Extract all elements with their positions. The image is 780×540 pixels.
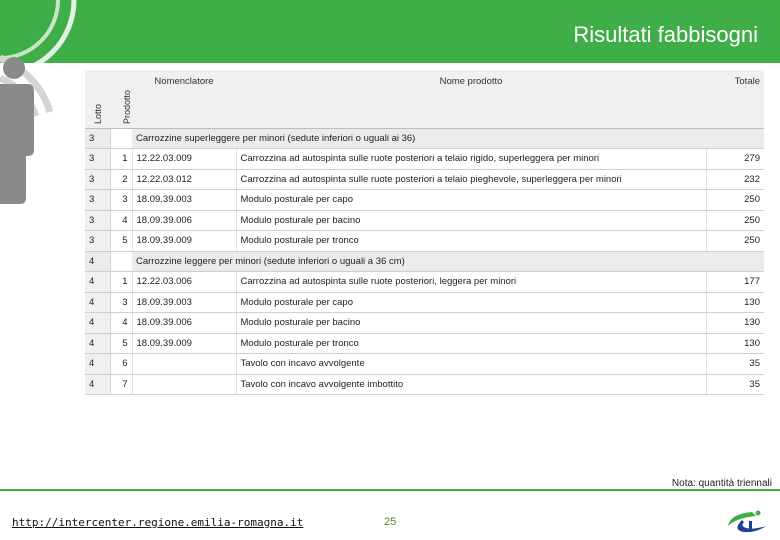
cell-nomenclatore: 12.22.03.009 xyxy=(132,149,236,170)
cell-totale: 232 xyxy=(706,169,764,190)
column-header-nome-prodotto: Nome prodotto xyxy=(236,70,706,128)
table-row xyxy=(85,354,764,375)
column-header-prodotto: Prodotto xyxy=(110,70,132,128)
intercenter-link[interactable]: http://intercenter.regione.emilia-romagna.it xyxy=(12,516,304,529)
cell-lotto: 4 xyxy=(85,313,110,334)
cell-nomenclatore: 18.09.39.006 xyxy=(132,210,236,231)
cell-prodotto: 6 xyxy=(110,354,132,375)
page-title: Risultati fabbisogni xyxy=(573,22,758,47)
table-row xyxy=(85,272,764,293)
cell-nome-prodotto: Modulo posturale per bacino xyxy=(236,313,706,334)
cell-prodotto: 1 xyxy=(110,149,132,170)
cell-totale: 250 xyxy=(706,210,764,231)
table-row xyxy=(85,149,764,170)
cell-nomenclatore xyxy=(132,374,236,395)
column-header-lotto: Lotto xyxy=(85,70,110,128)
group-lotto: 3 xyxy=(85,128,110,149)
cell-prodotto: 5 xyxy=(110,333,132,354)
column-header-nomenclatore: Nomenclatore xyxy=(132,70,236,128)
cell-lotto: 3 xyxy=(85,210,110,231)
cell-nomenclatore: 18.09.39.003 xyxy=(132,292,236,313)
table-row xyxy=(85,169,764,190)
cell-prodotto: 3 xyxy=(110,292,132,313)
cell-nomenclatore: 18.09.39.003 xyxy=(132,190,236,211)
cell-nomenclatore: 18.09.39.006 xyxy=(132,313,236,334)
cell-nome-prodotto: Carrozzina ad autospinta sulle ruote posteriori a telaio pieghevole, superleggera per minori xyxy=(236,169,706,190)
column-header-totale: Totale xyxy=(706,70,764,128)
cell-lotto: 4 xyxy=(85,354,110,375)
group-spacer xyxy=(110,128,132,149)
cell-lotto: 4 xyxy=(85,292,110,313)
cell-nomenclatore xyxy=(132,354,236,375)
cell-prodotto: 1 xyxy=(110,272,132,293)
cell-nome-prodotto: Carrozzina ad autospinta sulle ruote posteriori a telaio rigido, superleggera per minori xyxy=(236,149,706,170)
cell-lotto: 4 xyxy=(85,272,110,293)
table-row xyxy=(85,313,764,334)
cell-prodotto: 2 xyxy=(110,169,132,190)
cell-totale: 250 xyxy=(706,231,764,252)
quantity-note: Nota: quantità triennali xyxy=(671,478,772,489)
cell-totale: 177 xyxy=(706,272,764,293)
requirements-table xyxy=(85,70,764,395)
cell-nome-prodotto: Carrozzina ad autospinta sulle ruote posteriori, leggera per minori xyxy=(236,272,706,293)
cell-prodotto: 7 xyxy=(110,374,132,395)
cell-lotto: 4 xyxy=(85,333,110,354)
cell-nomenclatore: 18.09.39.009 xyxy=(132,333,236,354)
cell-prodotto: 3 xyxy=(110,190,132,211)
cell-nome-prodotto: Tavolo con incavo avvolgente xyxy=(236,354,706,375)
table-row xyxy=(85,231,764,252)
cell-nome-prodotto: Modulo posturale per tronco xyxy=(236,231,706,252)
page-number: 25 xyxy=(384,516,397,528)
cell-nomenclatore: 12.22.03.006 xyxy=(132,272,236,293)
cell-totale: 250 xyxy=(706,190,764,211)
cell-lotto: 3 xyxy=(85,231,110,252)
cell-lotto: 3 xyxy=(85,149,110,170)
cell-totale: 279 xyxy=(706,149,764,170)
cell-totale: 35 xyxy=(706,354,764,375)
group-row xyxy=(85,251,764,272)
cell-nomenclatore: 18.09.39.009 xyxy=(132,231,236,252)
cell-nome-prodotto: Modulo posturale per tronco xyxy=(236,333,706,354)
cell-totale: 130 xyxy=(706,313,764,334)
cell-totale: 130 xyxy=(706,333,764,354)
table-row xyxy=(85,333,764,354)
intercenter-logo-icon xyxy=(722,508,772,536)
group-spacer xyxy=(110,251,132,272)
cell-nomenclatore: 12.22.03.012 xyxy=(132,169,236,190)
table-row xyxy=(85,292,764,313)
cell-lotto: 4 xyxy=(85,374,110,395)
group-lotto: 4 xyxy=(85,251,110,272)
table-row xyxy=(85,374,764,395)
table-row xyxy=(85,210,764,231)
cell-totale: 35 xyxy=(706,374,764,395)
cell-totale: 130 xyxy=(706,292,764,313)
group-label: Carrozzine superleggere per minori (sedute inferiori o uguali ai 36) xyxy=(132,128,764,149)
cell-prodotto: 4 xyxy=(110,313,132,334)
cell-prodotto: 4 xyxy=(110,210,132,231)
person-signal-icon xyxy=(0,0,80,330)
table-row xyxy=(85,190,764,211)
cell-lotto: 3 xyxy=(85,169,110,190)
footer-divider xyxy=(0,489,780,491)
cell-nome-prodotto: Modulo posturale per bacino xyxy=(236,210,706,231)
cell-prodotto: 5 xyxy=(110,231,132,252)
requirements-table-container xyxy=(85,70,764,395)
table-header-row xyxy=(85,70,764,128)
group-row xyxy=(85,128,764,149)
group-label: Carrozzine leggere per minori (sedute inferiori o uguali a 36 cm) xyxy=(132,251,764,272)
cell-lotto: 3 xyxy=(85,190,110,211)
cell-nome-prodotto: Tavolo con incavo avvolgente imbottito xyxy=(236,374,706,395)
cell-nome-prodotto: Modulo posturale per capo xyxy=(236,190,706,211)
cell-nome-prodotto: Modulo posturale per capo xyxy=(236,292,706,313)
